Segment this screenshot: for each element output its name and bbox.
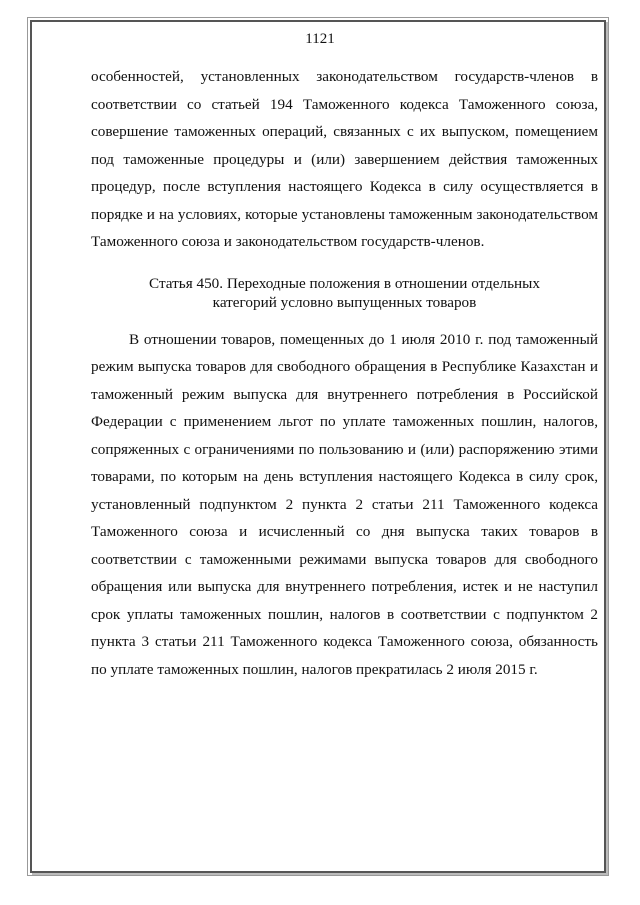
- article-heading-line-1: Статья 450. Переходные положения в отношении отдельных: [149, 274, 540, 292]
- article-heading: [91, 274, 598, 312]
- document-body: [91, 63, 598, 683]
- paragraph-continuation: особенностей, установленных законодательством государств-членов в соответствии со статьей 194 Таможенного кодекса Таможенного союза, совершение таможенных операций, связанных с их выпуском, помещением под таможенные процедуры и (или) завершением действия таможенных процедур, после вступления настоящего Кодекса в силу осуществляется в порядке и на условиях, которые установлены таможенным законодательством Таможенного союза и законодательством государств-членов.: [91, 68, 598, 250]
- article-body-paragraph: В отношении товаров, помещенных до 1 июля 2010 г. под таможенный режим выпуска товаров для свободного обращения в Республике Казахстан и таможенный режим выпуска для внутреннего потребления в Российской Федерации с применением льгот по уплате таможенных пошлин, налогов, сопряженных с ограничениями по пользованию и (или) распоряжению этими товарами, по которым на день вступления настоящего Кодекса в силу срок, установленный подпунктом 2 пункта 2 статьи 211 Таможенного кодекса Таможенного союза и исчисленный со дня выпуска таких товаров в соответствии с таможенными режимами выпуска товаров для свободного обращения или выпуска для внутреннего потребления, истек и не наступил срок уплаты таможенных пошлин, налогов в соответствии с подпунктом 2 пункта 3 статьи 211 Таможенного кодекса Таможенного союза, обязанность по уплате таможенных пошлин, налогов прекратилась 2 июля 2015 г.: [91, 330, 598, 678]
- article-heading-line-2: категорий условно выпущенных товаров: [212, 293, 477, 311]
- page-number: 1121: [305, 31, 335, 47]
